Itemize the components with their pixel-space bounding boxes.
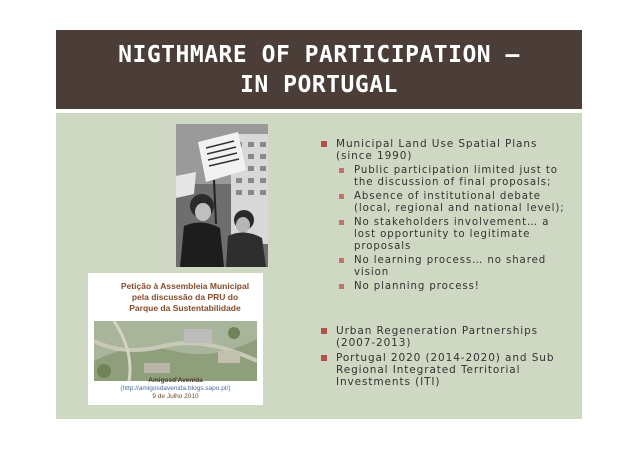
title-band bbox=[56, 30, 582, 109]
bullet-square-icon bbox=[321, 355, 327, 361]
bullet-land-use-plans: Municipal Land Use Spatial Plans (since 1990) bbox=[320, 138, 570, 162]
sub-bullet: Public participation limited just to the discussion of final proposals; bbox=[320, 165, 570, 189]
sub-bullet: Absence of institutional debate (local, regional and national level); bbox=[320, 191, 570, 215]
bullet-list bbox=[320, 138, 570, 391]
poster-map-image bbox=[94, 321, 257, 381]
slide-title-line-1: NIGTHMARE OF PARTICIPATION – bbox=[118, 41, 520, 68]
bullet-portugal-2020: Portugal 2020 (2014-2020) and Sub Regional Integrated Territorial Investments (ITI) bbox=[320, 352, 570, 388]
slide-title-line-2: IN PORTUGAL bbox=[240, 71, 398, 98]
petition-poster bbox=[88, 273, 263, 405]
sub-bullet-square-icon bbox=[339, 284, 344, 289]
poster-title: Petição à Assembleia Municipal pela discussão da PRU do Parque da Sustentabilidade bbox=[120, 281, 250, 313]
protest-photo bbox=[176, 124, 268, 267]
bullet-urban-regeneration: Urban Regeneration Partnerships (2007-2013) bbox=[320, 325, 570, 349]
sub-bullet: No stakeholders involvement… a lost opportunity to legitimate proposals bbox=[320, 217, 570, 253]
sub-bullet-square-icon bbox=[339, 258, 344, 263]
sub-bullet: No planning process! bbox=[320, 281, 570, 293]
sub-bullet-square-icon bbox=[339, 168, 344, 173]
poster-footer: Amigosd'Avenida (http://amigosdavenida.blogs.sapo.pt/) 9 de Julho 2010 bbox=[120, 377, 231, 400]
sub-bullet-square-icon bbox=[339, 194, 344, 199]
bullet-square-icon bbox=[321, 328, 327, 334]
bullet-square-icon bbox=[321, 141, 327, 147]
sub-bullet-square-icon bbox=[339, 220, 344, 225]
sub-bullet: No learning process… no shared vision bbox=[320, 255, 570, 279]
